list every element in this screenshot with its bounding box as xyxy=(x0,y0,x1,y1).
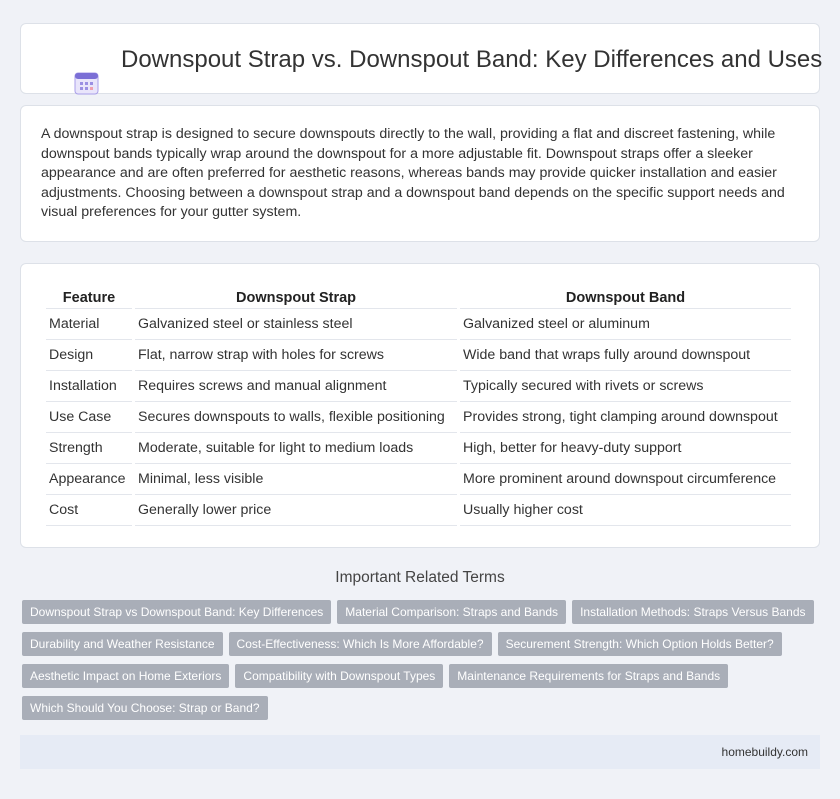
related-term-link[interactable]: Maintenance Requirements for Straps and Bands xyxy=(449,664,728,688)
cell-feature: Material xyxy=(46,309,132,340)
table-row xyxy=(46,371,791,402)
cell-band: Provides strong, tight clamping around downspout xyxy=(460,402,791,433)
cell-feature: Appearance xyxy=(46,464,132,495)
cell-strap: Requires screws and manual alignment xyxy=(135,371,457,402)
comparison-table xyxy=(43,285,794,526)
cell-strap: Minimal, less visible xyxy=(135,464,457,495)
footer-site-link[interactable]: homebuildy.com xyxy=(721,745,808,759)
table-header-row xyxy=(46,285,791,309)
table-row xyxy=(46,309,791,340)
page-title: Downspout Strap vs. Downspout Band: Key Differences and Uses xyxy=(121,46,823,73)
related-term-link[interactable]: Securement Strength: Which Option Holds Better? xyxy=(498,632,782,656)
cell-band: High, better for heavy-duty support xyxy=(460,433,791,464)
cell-band: Galvanized steel or aluminum xyxy=(460,309,791,340)
related-term-link[interactable]: Material Comparison: Straps and Bands xyxy=(337,600,566,624)
comparison-card xyxy=(20,263,820,548)
cell-strap: Moderate, suitable for light to medium loads xyxy=(135,433,457,464)
related-term-link[interactable]: Cost-Effectiveness: Which Is More Affordable? xyxy=(229,632,492,656)
cell-feature: Cost xyxy=(46,495,132,526)
header-band: Downspout Band xyxy=(460,285,791,309)
related-term-link[interactable]: Downspout Strap vs Downspout Band: Key Differences xyxy=(22,600,331,624)
intro-paragraph: A downspout strap is designed to secure downspouts directly to the wall, providing a flat and discreet fastening, while downspout bands typically wrap around the downspout for a more adjustable fit. Downspout straps offer a sleeker appearance and are often preferred for aesthetic reasons, whereas bands may provide quicker installation and easier adjustments. Choosing between a downspout strap and a downspout band depends on the specific support needs and visual preferences for your gutter system. xyxy=(41,126,785,220)
calendar-icon xyxy=(74,71,99,95)
footer xyxy=(20,735,820,769)
related-term-link[interactable]: Durability and Weather Resistance xyxy=(22,632,223,656)
header-card xyxy=(20,23,823,94)
table-row xyxy=(46,464,791,495)
header-feature: Feature xyxy=(46,285,132,309)
table-row xyxy=(46,495,791,526)
table-row xyxy=(46,340,791,371)
cell-band: Usually higher cost xyxy=(460,495,791,526)
cell-band: More prominent around downspout circumference xyxy=(460,464,791,495)
cell-strap: Secures downspouts to walls, flexible positioning xyxy=(135,402,457,433)
related-term-link[interactable]: Installation Methods: Straps Versus Bands xyxy=(572,600,813,624)
related-terms-title: Important Related Terms xyxy=(335,569,505,586)
cell-strap: Flat, narrow strap with holes for screws xyxy=(135,340,457,371)
related-term-link[interactable]: Which Should You Choose: Strap or Band? xyxy=(22,696,268,720)
header-strap: Downspout Strap xyxy=(135,285,457,309)
related-terms-list xyxy=(22,600,822,720)
related-term-link[interactable]: Aesthetic Impact on Home Exteriors xyxy=(22,664,229,688)
cell-band: Wide band that wraps fully around downspout xyxy=(460,340,791,371)
cell-strap: Galvanized steel or stainless steel xyxy=(135,309,457,340)
related-term-link[interactable]: Compatibility with Downspout Types xyxy=(235,664,443,688)
cell-feature: Design xyxy=(46,340,132,371)
cell-feature: Strength xyxy=(46,433,132,464)
cell-band: Typically secured with rivets or screws xyxy=(460,371,791,402)
intro-card xyxy=(20,105,820,242)
table-row xyxy=(46,433,791,464)
cell-feature: Use Case xyxy=(46,402,132,433)
table-row xyxy=(46,402,791,433)
cell-feature: Installation xyxy=(46,371,132,402)
cell-strap: Generally lower price xyxy=(135,495,457,526)
